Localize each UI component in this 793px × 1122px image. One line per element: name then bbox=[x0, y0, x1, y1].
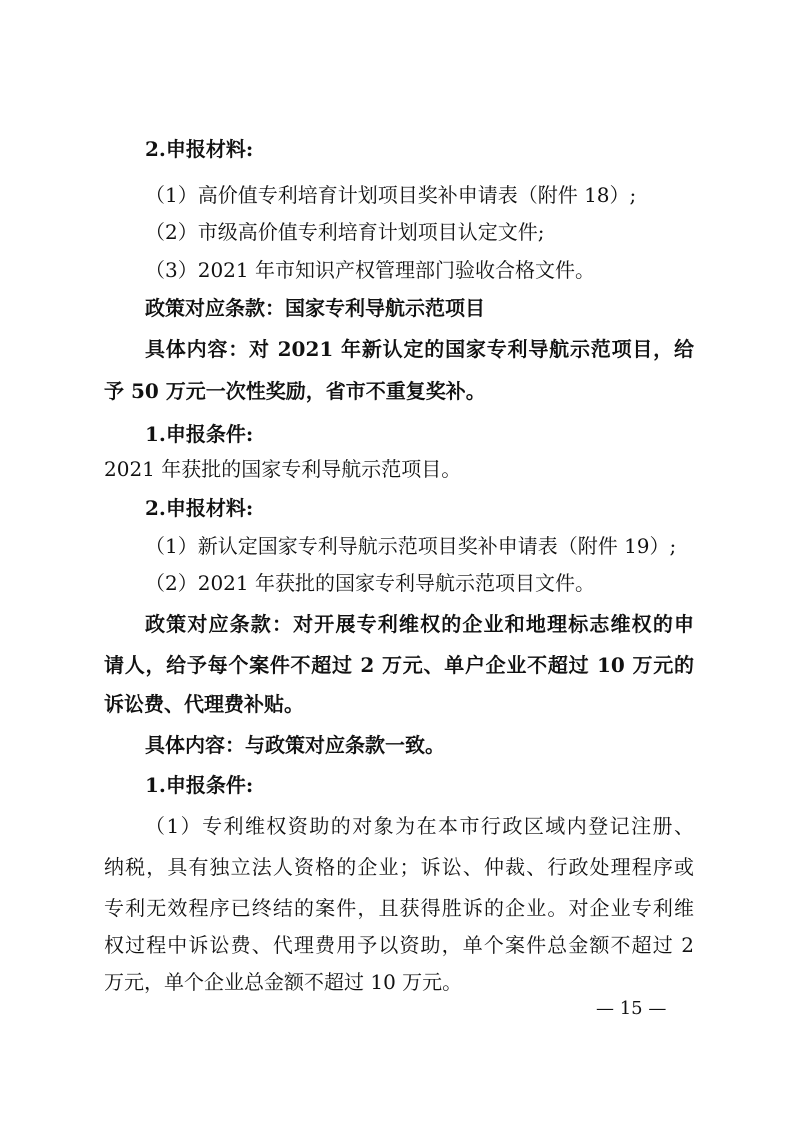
condition-paragraph-line: 专利无效程序已终结的案件，且获得胜诉的企业。对企业专利维 bbox=[104, 896, 694, 920]
section-heading-materials: 2.申报材料: bbox=[145, 137, 254, 161]
condition-paragraph-line: （1）专利维权资助的对象为在本市行政区域内登记注册、 bbox=[145, 814, 694, 838]
policy-clause-line: 请人，给予每个案件不超过 2 万元、单户企业不超过 10 万元的 bbox=[104, 653, 694, 677]
list-item: （1）高价值专利培育计划项目奖补申请表（附件 18）; bbox=[145, 183, 637, 207]
condition-paragraph-line: 权过程中诉讼费、代理费用予以资助，单个案件总金额不超过 2 bbox=[104, 933, 694, 957]
page-number: — 15 — bbox=[596, 998, 667, 1019]
list-item: （3）2021 年市知识产权管理部门验收合格文件。 bbox=[145, 258, 595, 282]
content-paragraph-line: 具体内容：与政策对应条款一致。 bbox=[145, 733, 445, 757]
policy-clause-line: 诉讼费、代理费补贴。 bbox=[104, 692, 304, 716]
condition-paragraph-line: 纳税，具有独立法人资格的企业；诉讼、仲裁、行政处理程序或 bbox=[104, 855, 694, 879]
content-paragraph-line: 予 50 万元一次性奖励，省市不重复奖补。 bbox=[104, 379, 486, 403]
section-heading-conditions: 1.申报条件: bbox=[145, 422, 254, 446]
policy-clause-heading: 政策对应条款：国家专利导航示范项目 bbox=[145, 296, 485, 320]
policy-clause-line: 政策对应条款：对开展专利维权的企业和地理标志维权的申 bbox=[145, 612, 694, 636]
list-item: （2）市级高价值专利培育计划项目认定文件; bbox=[145, 220, 545, 244]
list-item: （2）2021 年获批的国家专利导航示范项目文件。 bbox=[145, 571, 595, 595]
section-heading-materials: 2.申报材料: bbox=[145, 496, 254, 520]
content-paragraph-line: 具体内容：对 2021 年新认定的国家专利导航示范项目，给 bbox=[145, 337, 694, 361]
list-item: （1）新认定国家专利导航示范项目奖补申请表（附件 19）; bbox=[145, 534, 677, 558]
condition-text: 2021 年获批的国家专利导航示范项目。 bbox=[104, 457, 462, 481]
condition-paragraph-line: 万元，单个企业总金额不超过 10 万元。 bbox=[104, 970, 463, 994]
section-heading-conditions: 1.申报条件: bbox=[145, 773, 254, 797]
